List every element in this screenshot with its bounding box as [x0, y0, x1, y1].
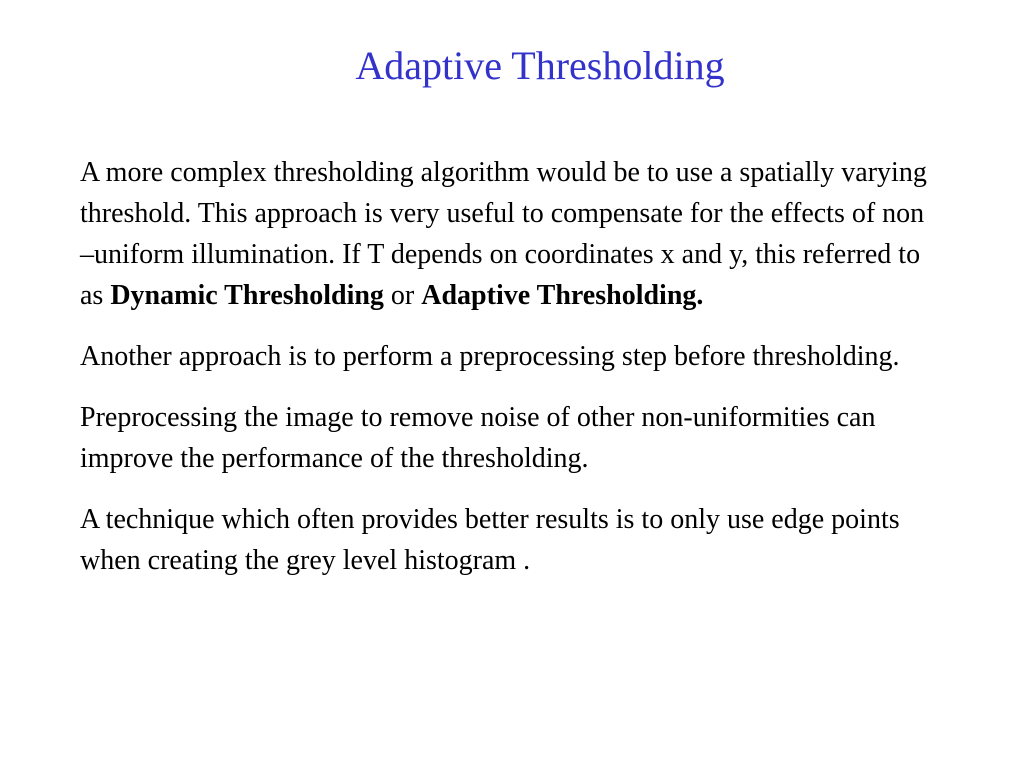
paragraph-text: A more complex thresholding algorithm would be to use a spatially varying threshold. This approach is very useful to compensate for the effects of non –uniform illumination. If T depends on coordinates x and y, this referred to as	[80, 157, 927, 311]
term-adaptive-thresholding: Adaptive Thresholding.	[421, 280, 704, 311]
slide-body	[80, 152, 940, 601]
paragraph-edge-points: A technique which often provides better results is to only use edge points when creating the grey level histogram .	[80, 504, 900, 576]
term-dynamic-thresholding: Dynamic Thresholding	[110, 280, 384, 311]
slide-title: Adaptive Thresholding	[355, 43, 725, 88]
paragraph-text: or	[383, 280, 422, 311]
paragraph-remove-noise: Preprocessing the image to remove noise of other non-uniformities can improve the performance of the thresholding.	[80, 402, 876, 474]
paragraph-preprocessing-step: Another approach is to perform a preprocessing step before thresholding.	[80, 341, 900, 372]
paragraph-adaptive-thresholding	[80, 152, 940, 316]
